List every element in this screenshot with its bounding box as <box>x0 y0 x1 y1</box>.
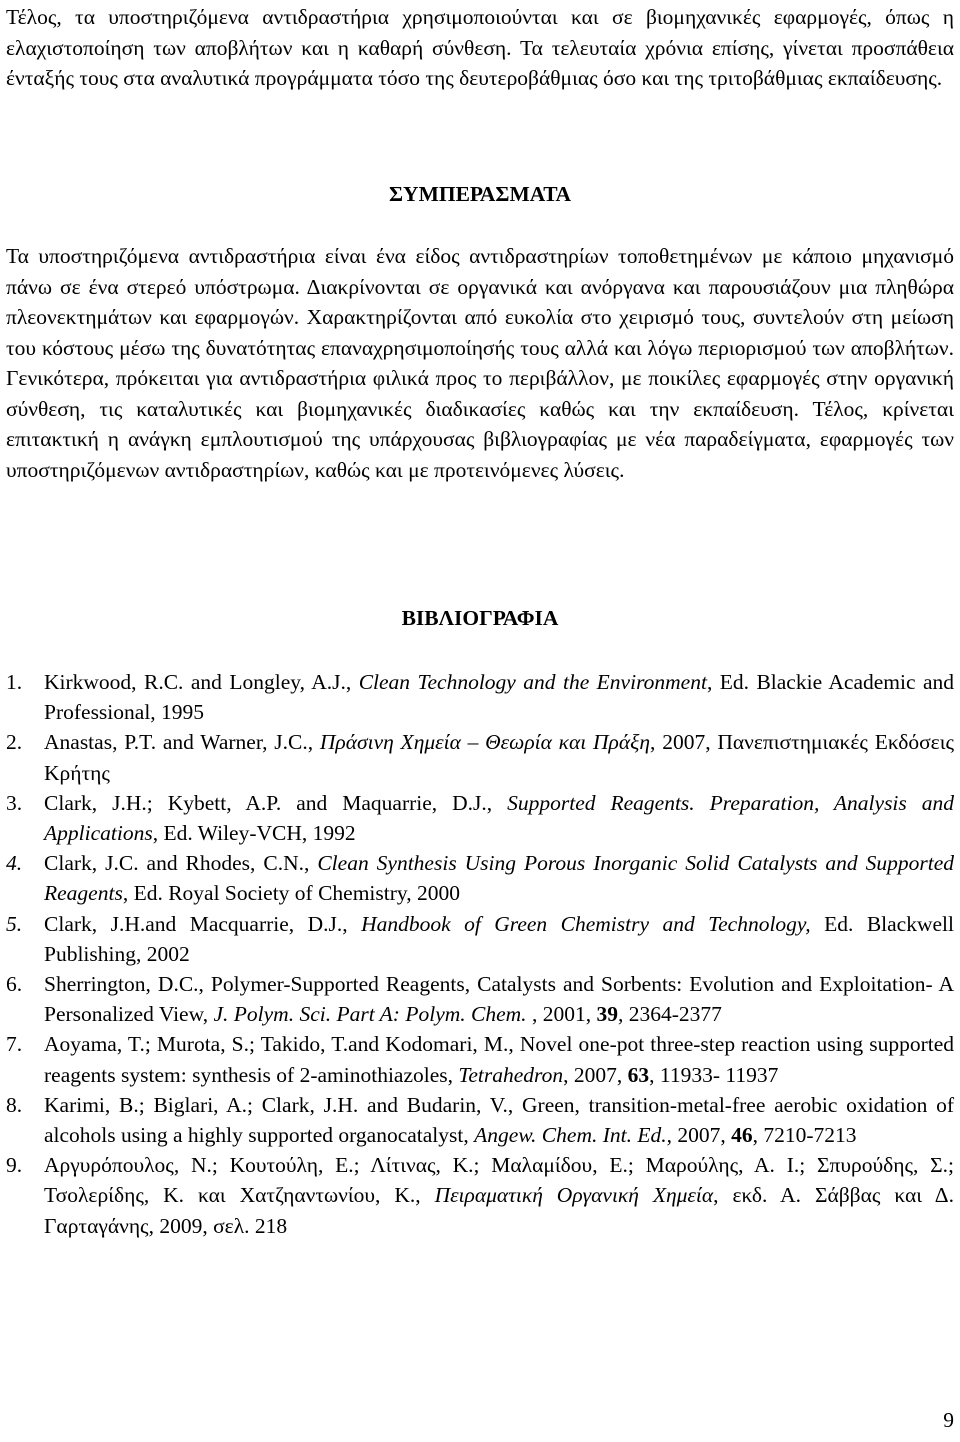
reference-number: 1. <box>6 670 23 694</box>
reference-title: Clean Synthesis Using Porous Inorganic Solid Catalysts and Supported Reagents <box>44 851 954 906</box>
reference-publisher: Ed. Blackwell Publishing, 2002 <box>44 911 954 966</box>
reference-number: 5. <box>6 911 23 936</box>
reference-authors: Clark, J.C. and Rhodes, C.N., <box>44 851 318 876</box>
reference-volume: 39 <box>596 1002 618 1027</box>
reference-pages: , 2364-2377 <box>617 1002 722 1027</box>
reference-authors: Anastas, P.T. and Warner, J.C., <box>44 730 320 755</box>
reference-authors: Karimi, B.; Biglari, A.; Clark, J.H. and Budarin, V., Green, transition-metal-free aerobic oxidation of alcohols using a highly supported organocatalyst, <box>44 1092 954 1148</box>
intro-paragraph: Τέλος, τα υποστηριζόμενα αντιδραστήρια χρησιμοποιούνται και σε βιομηχανικές εφαρμογές, όπως η ελαχιστοποίηση των αποβλήτων και η καθαρή σύνθεση. Τα τελευταία χρόνια επίσης, γίνεται προσπάθεια ένταξής τους στα αναλυτικά προγράμματα τόσο της δευτεροβάθμιας όσο και της τριτοβάθμιας εκπαίδευσης. <box>6 5 954 90</box>
reference-year: , 2007, <box>563 1062 628 1087</box>
reference-authors: Sherrington, D.C., Polymer-Supported Reagents, Catalysts and Sorbents: Evolution and Exploitation- A Personalized View, <box>44 972 954 1027</box>
reference-volume: 46 <box>731 1123 753 1148</box>
reference-authors: Aoyama, T.; Murota, S.; Takido, T.and Kodomari, M., Novel one-pot three-step reaction using supported reagents system: synthesis of 2-aminothiazoles, <box>44 1032 954 1087</box>
reference-item <box>0 1029 960 1089</box>
reference-number: 3. <box>6 790 23 815</box>
reference-number: 2. <box>6 730 23 755</box>
reference-item <box>0 788 960 848</box>
reference-authors: Αργυρόπουλος, Ν.; Κουτούλη, Ε.; Λίτινας, Κ.; Μαλαμίδου, Ε.; Μαρούλης, Α. Ι.; Σπυρούδης, Σ.; Τσολερίδης, Κ. και Χατζηαντωνίου, Κ., <box>44 1153 954 1208</box>
reference-publisher: , Ed. Blackie Academic and Professional, 1995 <box>44 670 954 725</box>
reference-pages: , 7210-7213 <box>752 1123 857 1148</box>
reference-publisher: , Ed. Royal Society of Chemistry, 2000 <box>122 881 461 906</box>
reference-item <box>0 1150 960 1241</box>
reference-title: Supported Reagents. Preparation, Analysis and Applications <box>44 790 954 846</box>
reference-number: 9. <box>6 1153 23 1178</box>
reference-item <box>0 1090 960 1150</box>
reference-pages: , 11933- 11937 <box>649 1062 779 1087</box>
reference-journal: Tetrahedron <box>458 1062 564 1087</box>
reference-number: 4. <box>6 851 23 876</box>
reference-publisher: , 2007, Πανεπιστημιακές Εκδόσεις Κρήτης <box>44 730 954 785</box>
reference-number: 7. <box>6 1032 23 1057</box>
reference-item <box>0 909 960 969</box>
bibliography-heading: ΒΙΒΛΙΟΓΡΑΦΙΑ <box>401 606 559 630</box>
reference-title: Πράσινη Χημεία – Θεωρία και Πράξη <box>319 730 651 755</box>
reference-volume: 63 <box>627 1062 650 1087</box>
reference-journal: Angew. Chem. Int. Ed. <box>474 1123 667 1148</box>
reference-number: 6. <box>6 972 23 997</box>
reference-number: 8. <box>6 1092 23 1117</box>
reference-year: , 2001, <box>526 1002 597 1027</box>
reference-authors: Clark, J.H.; Kybett, A.P. and Maquarrie, D.J., <box>44 790 508 815</box>
reference-item <box>0 969 960 1029</box>
reference-title: Πειραματική Οργανική Χημεία <box>434 1183 714 1208</box>
reference-title: Handbook of Green Chemistry and Technology, <box>361 911 811 936</box>
reference-list <box>0 667 960 1241</box>
reference-item <box>0 848 960 908</box>
conclusions-heading: ΣΥΜΠΕΡΑΣΜΑΤΑ <box>388 182 571 206</box>
reference-year: , 2007, <box>666 1123 732 1148</box>
page-number: 9 <box>943 1408 954 1432</box>
reference-authors: Clark, J.H.and Macquarrie, D.J., <box>44 911 362 936</box>
reference-publisher: , Ed. Wiley-VCH, 1992 <box>152 821 356 846</box>
reference-title: Clean Technology and the Environment <box>358 670 707 694</box>
reference-publisher: , εκδ. Α. Σάββας και Δ. Γαρταγάνης, 2009, σελ. 218 <box>44 1183 954 1238</box>
reference-item <box>0 667 960 727</box>
conclusions-paragraph: Τα υποστηριζόμενα αντιδραστήρια είναι ένα είδος αντιδραστηρίων τοποθετημένων με κάποιο μηχανισμό πάνω σε ένα στερεό υπόστρωμα. Διακρίνονται σε οργανικά και ανόργανα και παρουσιάζουν μια πληθώρα πλεονεκτημάτων και εφαρμογών. Χαρακτηρίζονται από ευκολία στο χειρισμό τους, συντελούν στη μείωση του κόστους μέσω της δυνατότητας επαναχρησιμοποίησής τους αλλά και λόγω περιορισμού των αποβλήτων. Γενικότερα, πρόκειται για αντιδραστήρια φιλικά προς το περιβάλλον, με ποικίλες εφαρμογές στην οργανική σύνθεση, τις καταλυτικές και βιομηχανικές διαδικασίες καθώς και την εκπαίδευση. Τέλος, κρίνεται επιτακτική η ανάγκη εμπλουτισμού της υπάρχουσας βιβλιογραφίας με νέα παραδείγματα, εφαρμογές των υποστηριζόμενων αντιδραστηρίων, καθώς και με προτεινόμενες λύσεις. <box>6 244 954 482</box>
reference-item <box>0 727 960 787</box>
reference-journal: J. Polym. Sci. Part A: Polym. Chem. <box>213 1002 527 1027</box>
reference-authors: Kirkwood, R.C. and Longley, A.J., <box>44 670 359 694</box>
